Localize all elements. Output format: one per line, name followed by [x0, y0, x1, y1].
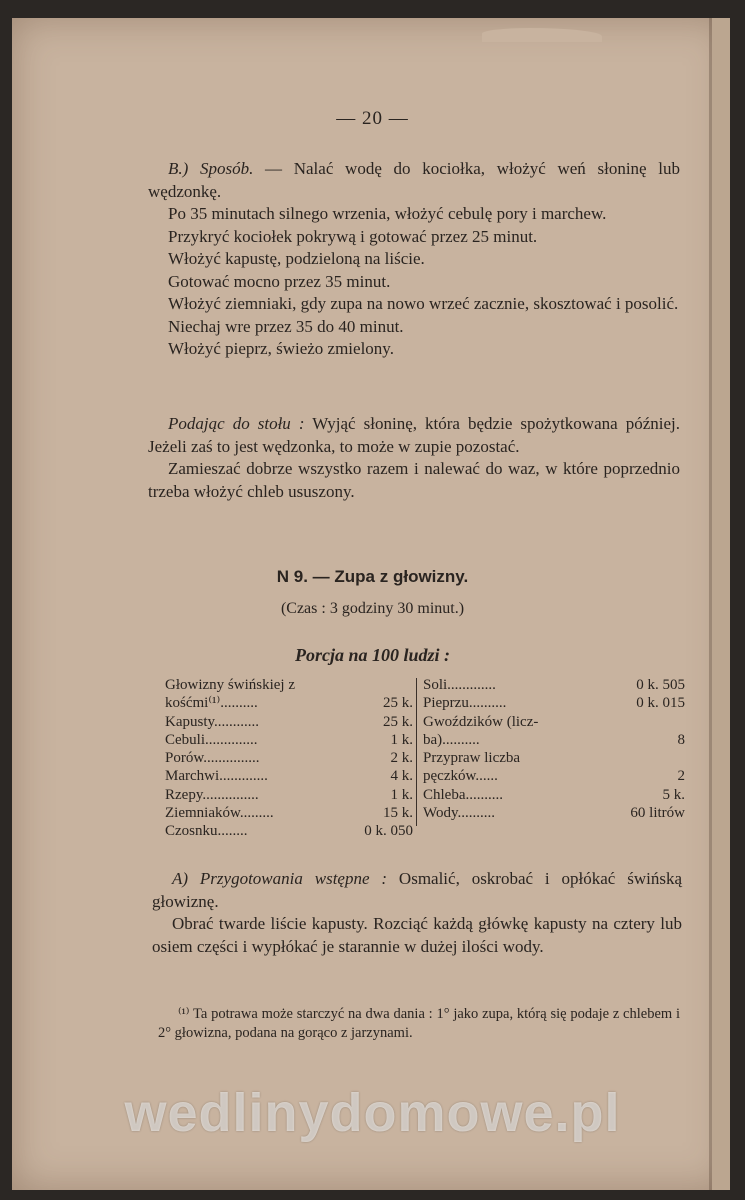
ingredient-name: Kapusty............ — [165, 713, 260, 730]
ingredient-row — [423, 713, 685, 731]
footnote-text: ⁽¹⁾ Ta potrawa może starczyć na dwa dania : 1° jako zupa, którą się podaje z chlebem i 2° głowizna, podana na gorąco z jarzynami. — [158, 1006, 680, 1041]
ingredient-row — [165, 822, 413, 840]
prep-section — [152, 868, 682, 958]
ingredient-name: Porów............... — [165, 750, 260, 767]
prep-paragraph — [152, 868, 682, 913]
ingredient-name: Soli............. — [423, 677, 496, 693]
ingredient-row — [165, 731, 413, 749]
ingredient-name: Gwoździków (licz- — [423, 713, 539, 730]
ingredient-name: Pieprzu.......... — [423, 695, 507, 712]
ingredient-name: ba).......... — [423, 731, 480, 748]
method-label: B.) Sposób. — [168, 159, 254, 178]
ingredient-name: Marchwi............. — [165, 768, 268, 785]
prep-paragraph — [152, 913, 682, 958]
ingredients-right-column — [423, 676, 685, 822]
method-section — [148, 158, 680, 361]
ingredient-row — [165, 749, 413, 767]
method-paragraph — [148, 248, 680, 271]
ingredient-name: Czosnku........ — [165, 823, 248, 840]
ingredient-row — [423, 731, 685, 749]
method-paragraph — [148, 338, 680, 361]
ingredient-amount: 1 k. — [388, 731, 414, 749]
ingredient-amount: 1 k. — [388, 786, 414, 804]
ingredient-row — [165, 713, 413, 731]
torn-edge — [482, 28, 602, 42]
ingredients-left-column — [165, 676, 413, 841]
serving-label: Podając do stołu : — [168, 414, 305, 433]
method-paragraph — [148, 271, 680, 294]
serving-section — [148, 413, 680, 503]
ingredient-row — [165, 767, 413, 785]
page-number: — 20 — — [336, 108, 409, 129]
ingredient-amount: 2 k. — [388, 749, 414, 767]
method-text: Gotować mocno przez 35 minut. — [168, 271, 391, 291]
ingredient-row — [423, 676, 685, 694]
serving-paragraph — [148, 413, 680, 458]
method-text: Włożyć pieprz, świeżo zmielony. — [168, 339, 394, 358]
ingredient-amount: 60 litrów — [627, 804, 685, 822]
ingredient-amount: 0 k. 015 — [633, 694, 685, 712]
ingredient-amount: 0 k. 505 — [633, 676, 685, 694]
ingredient-name: Cebuli.............. — [165, 731, 258, 748]
portion-heading: Porcja na 100 ludzi : — [294, 645, 450, 665]
ingredient-name: Ziemniaków......... — [165, 805, 274, 822]
prep-label: A) Przygotowania wstępne : — [172, 869, 388, 888]
ingredient-amount: 2 — [675, 767, 686, 785]
ingredient-name: Głowizny świńskiej z — [165, 677, 295, 693]
recipe-time: (Czas : 3 godziny 30 minut.) — [280, 600, 465, 617]
ingredient-amount: 0 k. 050 — [361, 822, 413, 840]
method-text: Niechaj wre przez 35 do 40 minut. — [168, 316, 404, 336]
ingredient-name: Przypraw liczba — [423, 750, 521, 767]
ingredient-row — [423, 786, 685, 804]
method-paragraph — [148, 203, 680, 226]
ingredient-amount: 4 k. — [388, 767, 414, 785]
ingredient-row — [423, 749, 685, 767]
method-paragraph — [148, 316, 680, 339]
footnote — [158, 1005, 680, 1043]
method-text: — Nalać wodę do kociołka, włożyć weń słoninę lub wędzonkę. — [148, 159, 680, 201]
ingredient-row — [423, 767, 685, 785]
method-text: Włożyć ziemniaki, gdy zupa na nowo wrzeć zacznie, skosztować i posolić. — [168, 294, 679, 313]
column-divider — [416, 678, 417, 826]
prep-text: Obrać twarde liście kapusty. Rozciąć każdą główkę kapusty na cztery lub osiem części i wypłókać je starannie w dużej ilości wody. — [152, 914, 682, 956]
ingredient-row — [165, 676, 413, 694]
ingredient-amount: 8 — [675, 731, 686, 749]
recipe-heading: N 9. — Zupa z głowizny. — [276, 567, 469, 586]
ingredient-row — [165, 804, 413, 822]
serving-text: Wyjąć słoninę, która będzie spożytkowana później. Jeżeli zaś to jest wędzonka, to może w zupie pozostać. — [148, 414, 680, 456]
ingredient-row — [423, 694, 685, 712]
ingredient-name: kośćmi⁽¹⁾.......... — [165, 695, 258, 712]
ingredient-row — [165, 786, 413, 804]
method-paragraph — [148, 226, 680, 249]
ingredient-row — [165, 694, 413, 712]
method-paragraph — [148, 293, 680, 316]
method-paragraph — [148, 158, 680, 203]
method-text: Przykryć kociołek pokrywą i gotować przez 25 minut. — [168, 226, 538, 246]
serving-paragraph — [148, 458, 680, 503]
ingredient-name: pęczków...... — [423, 768, 498, 785]
method-text: Po 35 minutach silnego wrzenia, włożyć cebulę pory i marchew. — [168, 204, 607, 223]
ingredient-amount: 5 k. — [660, 786, 686, 804]
ingredient-amount: 15 k. — [380, 804, 413, 822]
ingredient-amount: 25 k. — [380, 713, 413, 731]
ingredient-name: Wody.......... — [423, 805, 495, 822]
prep-text: Osmalić, oskrobać i opłókać świńską głowiznę. — [152, 869, 682, 911]
serving-text: Zamieszać dobrze wszystko razem i nalewać do waz, w które poprzednio trzeba włożyć chleb ususzony. — [148, 459, 680, 501]
ingredient-amount: 25 k. — [380, 694, 413, 712]
method-text: Włożyć kapustę, podzieloną na liście. — [168, 249, 425, 268]
watermark: wedlinydomowe.pl — [124, 1083, 621, 1143]
ingredient-name: Rzepy............... — [165, 786, 259, 803]
ingredient-row — [423, 804, 685, 822]
ingredient-name: Chleba.......... — [423, 786, 503, 803]
